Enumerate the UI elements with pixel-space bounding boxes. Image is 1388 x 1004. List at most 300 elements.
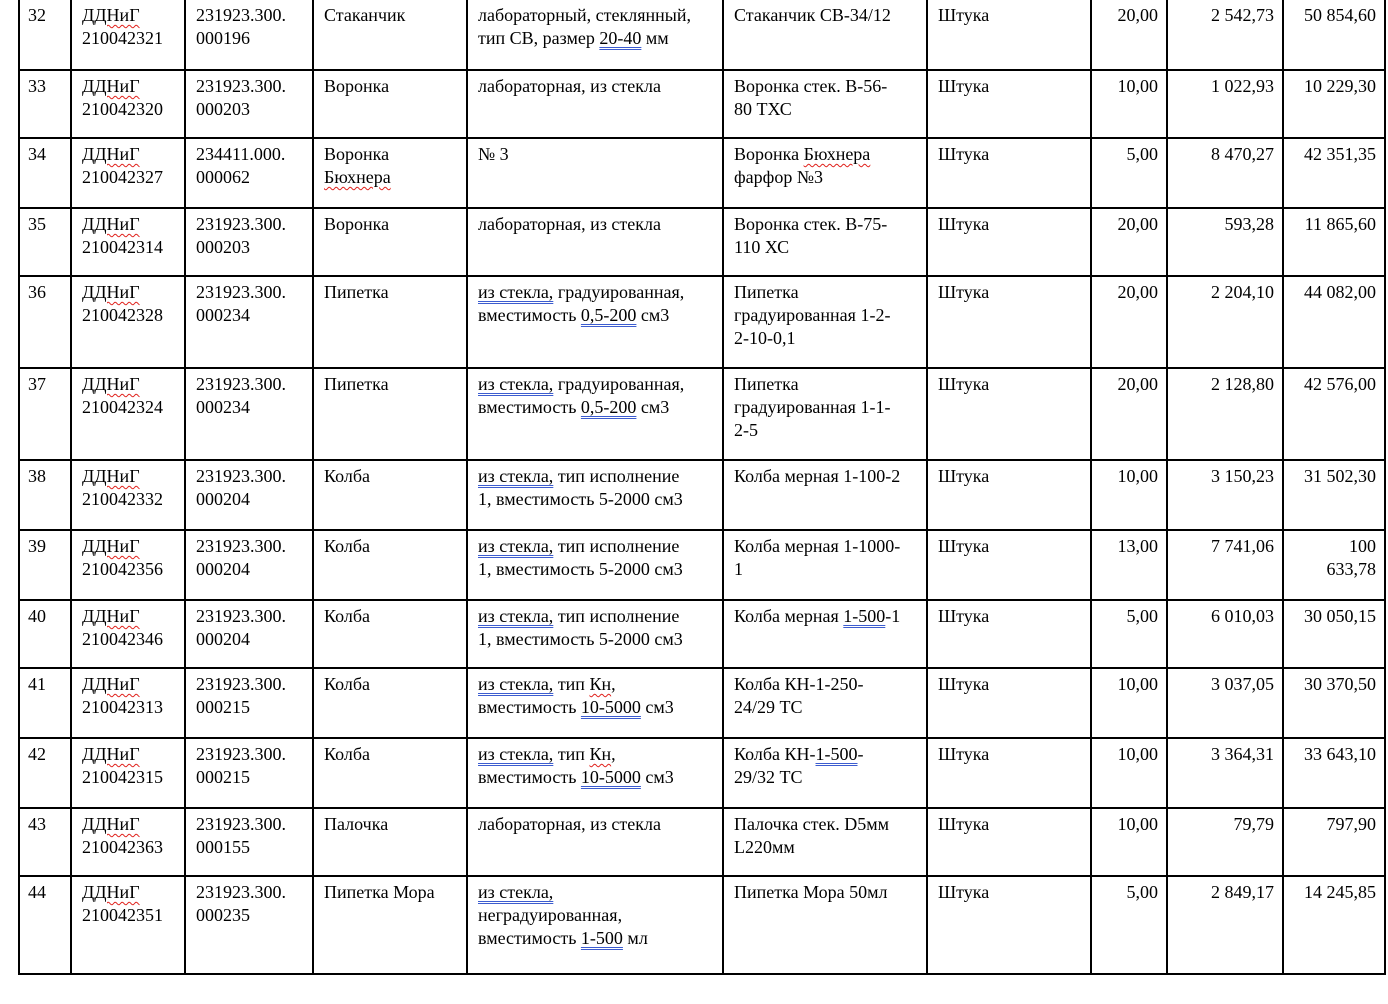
supplier-cell-line: ДДНиГ: [82, 282, 140, 302]
spec-cell: [723, 138, 927, 208]
supplier-cell-line: 210042327: [82, 167, 163, 187]
name-cell-line: Пипетка Мора: [324, 882, 435, 902]
total-cell-line: 633,78: [1326, 559, 1376, 579]
price-cell: [1167, 276, 1283, 368]
description-cell: [467, 208, 723, 276]
spec-cell-line: 2-10-0,1: [734, 328, 796, 348]
total-cell-line: 30 050,15: [1304, 606, 1376, 626]
quantity-cell-line: 10,00: [1117, 76, 1158, 96]
code-cell-line: 231923.300.: [196, 674, 286, 694]
description-cell-line: из стекла, градуированная,: [478, 282, 685, 302]
quantity-cell: [1091, 808, 1167, 876]
quantity-cell: [1091, 0, 1167, 70]
name-cell: [313, 530, 467, 600]
description-cell-line: лабораторная, из стекла: [478, 76, 661, 96]
quantity-cell: [1091, 276, 1167, 368]
quantity-cell-line: 5,00: [1126, 144, 1158, 164]
code-cell-line: 000062: [196, 167, 250, 187]
table-row: [19, 138, 1385, 208]
name-cell: [313, 368, 467, 460]
code-cell-line: 231923.300.: [196, 744, 286, 764]
name-cell-line: Воронка: [324, 214, 390, 234]
row-number-line: 32: [28, 5, 46, 25]
name-cell-line: Стаканчик: [324, 5, 406, 25]
total-cell: [1283, 70, 1385, 138]
price-cell: [1167, 70, 1283, 138]
row-number-line: 33: [28, 76, 46, 96]
spec-cell-line: Палочка стек. D5мм: [734, 814, 890, 834]
spec-cell: [723, 0, 927, 70]
unit-cell: [927, 276, 1091, 368]
unit-cell-line: Штука: [938, 466, 990, 486]
description-cell: [467, 876, 723, 974]
row-number-line: 36: [28, 282, 46, 302]
supplier-cell-line: ДДНиГ: [82, 744, 140, 764]
unit-cell-line: Штука: [938, 606, 990, 626]
name-cell-line: Пипетка: [324, 282, 389, 302]
price-cell: [1167, 738, 1283, 808]
row-number-line: 35: [28, 214, 46, 234]
supplier-cell-line: ДДНиГ: [82, 5, 140, 25]
total-cell-line: 30 370,50: [1304, 674, 1376, 694]
quantity-cell-line: 5,00: [1126, 882, 1158, 902]
total-cell-line: 42 576,00: [1304, 374, 1376, 394]
row-number-line: 44: [28, 882, 46, 902]
price-cell-line: 2 204,10: [1211, 282, 1274, 302]
price-cell: [1167, 876, 1283, 974]
spec-cell-line: 80 ТХС: [734, 99, 792, 119]
row-number-line: 41: [28, 674, 46, 694]
supplier-cell: [71, 808, 185, 876]
name-cell: [313, 668, 467, 738]
table-row: [19, 208, 1385, 276]
code-cell-line: 000196: [196, 28, 250, 48]
supplier-cell-line: 210042356: [82, 559, 163, 579]
description-cell: [467, 138, 723, 208]
supplier-cell: [71, 208, 185, 276]
quantity-cell: [1091, 70, 1167, 138]
description-cell-line: 1, вместимость 5-2000 см3: [478, 559, 683, 579]
name-cell-line: Пипетка: [324, 374, 389, 394]
total-cell: [1283, 876, 1385, 974]
code-cell-line: 000215: [196, 697, 250, 717]
description-cell: [467, 600, 723, 668]
table-row: [19, 368, 1385, 460]
name-cell-line: Колба: [324, 674, 371, 694]
description-cell: [467, 70, 723, 138]
name-cell-line: Воронка: [324, 144, 390, 164]
total-cell-line: 797,90: [1326, 814, 1376, 834]
table-row: [19, 668, 1385, 738]
unit-cell: [927, 738, 1091, 808]
quantity-cell-line: 20,00: [1117, 5, 1158, 25]
row-number: [19, 808, 71, 876]
code-cell: [185, 738, 313, 808]
supplier-cell-line: 210042351: [82, 905, 163, 925]
unit-cell: [927, 600, 1091, 668]
code-cell-line: 231923.300.: [196, 76, 286, 96]
description-cell-line: тип СВ, размер 20-40 мм: [478, 28, 669, 48]
spec-cell: [723, 208, 927, 276]
code-cell-line: 000234: [196, 397, 250, 417]
unit-cell: [927, 70, 1091, 138]
spec-cell-line: Колба КН-1-500-: [734, 744, 864, 764]
description-cell: [467, 368, 723, 460]
price-cell-line: 3 037,05: [1211, 674, 1274, 694]
quantity-cell: [1091, 738, 1167, 808]
spec-cell: [723, 738, 927, 808]
quantity-cell-line: 10,00: [1117, 744, 1158, 764]
price-cell: [1167, 530, 1283, 600]
unit-cell-line: Штука: [938, 76, 990, 96]
row-number-line: 34: [28, 144, 46, 164]
quantity-cell: [1091, 530, 1167, 600]
row-number: [19, 208, 71, 276]
price-cell: [1167, 0, 1283, 70]
spec-cell: [723, 600, 927, 668]
price-cell: [1167, 208, 1283, 276]
total-cell-line: 33 643,10: [1304, 744, 1376, 764]
name-cell: [313, 70, 467, 138]
supplier-cell: [71, 138, 185, 208]
row-number: [19, 460, 71, 530]
supplier-cell: [71, 0, 185, 70]
quantity-cell: [1091, 208, 1167, 276]
spec-cell-line: 1: [734, 559, 743, 579]
unit-cell-line: Штука: [938, 282, 990, 302]
name-cell-line: Колба: [324, 606, 371, 626]
spec-cell-line: Воронка стек. В-75-: [734, 214, 888, 234]
description-cell: [467, 808, 723, 876]
spec-cell-line: Пипетка Мора 50мл: [734, 882, 888, 902]
supplier-cell-line: 210042320: [82, 99, 163, 119]
supplier-cell: [71, 368, 185, 460]
row-number-line: 40: [28, 606, 46, 626]
code-cell-line: 000203: [196, 99, 250, 119]
spec-cell-line: градуированная 1-1-: [734, 397, 891, 417]
code-cell-line: 231923.300.: [196, 814, 286, 834]
quantity-cell-line: 10,00: [1117, 466, 1158, 486]
supplier-cell-line: 210042313: [82, 697, 163, 717]
unit-cell: [927, 876, 1091, 974]
name-cell: [313, 460, 467, 530]
supplier-cell-line: 210042314: [82, 237, 163, 257]
supplier-cell-line: 210042321: [82, 28, 163, 48]
code-cell-line: 231923.300.: [196, 536, 286, 556]
row-number-line: 43: [28, 814, 46, 834]
code-cell-line: 231923.300.: [196, 374, 286, 394]
description-cell-line: из стекла, тип исполнение: [478, 536, 680, 556]
description-cell-line: лабораторная, из стекла: [478, 814, 661, 834]
supplier-cell-line: 210042332: [82, 489, 163, 509]
description-cell: [467, 668, 723, 738]
code-cell: [185, 876, 313, 974]
total-cell: [1283, 0, 1385, 70]
description-cell: [467, 738, 723, 808]
description-cell-line: 1, вместимость 5-2000 см3: [478, 629, 683, 649]
code-cell: [185, 808, 313, 876]
code-cell-line: 231923.300.: [196, 5, 286, 25]
description-cell-line: вместимость 10-5000 см3: [478, 767, 674, 787]
price-cell: [1167, 138, 1283, 208]
supplier-cell-line: 210042363: [82, 837, 163, 857]
spec-cell-line: 2-5: [734, 420, 758, 440]
quantity-cell-line: 10,00: [1117, 674, 1158, 694]
total-cell-line: 31 502,30: [1304, 466, 1376, 486]
total-cell: [1283, 668, 1385, 738]
quantity-cell-line: 20,00: [1117, 214, 1158, 234]
supplier-cell-line: 210042328: [82, 305, 163, 325]
supplier-cell-line: ДДНиГ: [82, 674, 140, 694]
code-cell: [185, 276, 313, 368]
spec-cell-line: Колба КН-1-250-: [734, 674, 864, 694]
description-cell-line: из стекла, градуированная,: [478, 374, 685, 394]
price-cell-line: 2 849,17: [1211, 882, 1274, 902]
supplier-cell-line: ДДНиГ: [82, 466, 140, 486]
spec-cell: [723, 808, 927, 876]
row-number: [19, 0, 71, 70]
row-number: [19, 876, 71, 974]
code-cell-line: 000155: [196, 837, 250, 857]
supplier-cell: [71, 876, 185, 974]
quantity-cell: [1091, 876, 1167, 974]
name-cell-line: Воронка: [324, 76, 390, 96]
supplier-cell: [71, 70, 185, 138]
price-cell-line: 7 741,06: [1211, 536, 1274, 556]
spec-cell-line: Колба мерная 1-1000-: [734, 536, 901, 556]
code-cell-line: 000203: [196, 237, 250, 257]
table-row: [19, 738, 1385, 808]
price-cell: [1167, 668, 1283, 738]
price-cell-line: 2 128,80: [1211, 374, 1274, 394]
row-number-line: 42: [28, 744, 46, 764]
total-cell: [1283, 138, 1385, 208]
spec-cell-line: Воронка стек. В-56-: [734, 76, 888, 96]
spec-cell-line: Стаканчик СВ-34/12: [734, 5, 891, 25]
name-cell: [313, 208, 467, 276]
description-cell-line: 1, вместимость 5-2000 см3: [478, 489, 683, 509]
total-cell: [1283, 460, 1385, 530]
price-cell-line: 593,28: [1224, 214, 1274, 234]
total-cell: [1283, 600, 1385, 668]
quantity-cell: [1091, 460, 1167, 530]
code-cell: [185, 0, 313, 70]
table-row: [19, 0, 1385, 70]
description-cell-line: неградуированная,: [478, 905, 623, 925]
price-cell-line: 6 010,03: [1211, 606, 1274, 626]
table-row: [19, 70, 1385, 138]
description-cell-line: из стекла, тип Кн,: [478, 674, 616, 694]
name-cell: [313, 600, 467, 668]
total-cell-line: 14 245,85: [1304, 882, 1376, 902]
description-cell-line: лабораторная, из стекла: [478, 214, 661, 234]
price-cell: [1167, 368, 1283, 460]
supplier-cell-line: ДДНиГ: [82, 882, 140, 902]
supplier-cell-line: 210042346: [82, 629, 163, 649]
quantity-cell: [1091, 138, 1167, 208]
supplier-cell-line: ДДНиГ: [82, 374, 140, 394]
spec-cell-line: градуированная 1-2-: [734, 305, 891, 325]
total-cell: [1283, 368, 1385, 460]
unit-cell-line: Штука: [938, 674, 990, 694]
code-cell: [185, 530, 313, 600]
total-cell: [1283, 808, 1385, 876]
name-cell-line: Колба: [324, 466, 371, 486]
supplier-cell-line: ДДНиГ: [82, 144, 140, 164]
unit-cell: [927, 208, 1091, 276]
total-cell-line: 44 082,00: [1304, 282, 1376, 302]
price-cell-line: 79,79: [1233, 814, 1274, 834]
total-cell: [1283, 530, 1385, 600]
description-cell-line: из стекла,: [478, 882, 554, 902]
spec-cell-line: 29/32 ТС: [734, 767, 803, 787]
description-cell: [467, 460, 723, 530]
name-cell: [313, 0, 467, 70]
row-number: [19, 70, 71, 138]
unit-cell: [927, 808, 1091, 876]
spec-cell: [723, 668, 927, 738]
supplier-cell: [71, 530, 185, 600]
table-row: [19, 876, 1385, 974]
spec-cell-line: Воронка Бюхнера: [734, 144, 871, 164]
supplier-cell: [71, 668, 185, 738]
supplier-cell-line: ДДНиГ: [82, 76, 140, 96]
code-cell-line: 000204: [196, 629, 250, 649]
spec-cell: [723, 368, 927, 460]
spec-cell-line: Пипетка: [734, 374, 799, 394]
spec-cell-line: 24/29 ТС: [734, 697, 803, 717]
code-cell-line: 231923.300.: [196, 282, 286, 302]
supplier-cell-line: ДДНиГ: [82, 536, 140, 556]
unit-cell: [927, 668, 1091, 738]
row-number: [19, 276, 71, 368]
row-number: [19, 600, 71, 668]
total-cell-line: 10 229,30: [1304, 76, 1376, 96]
code-cell: [185, 368, 313, 460]
name-cell: [313, 808, 467, 876]
quantity-cell-line: 5,00: [1126, 606, 1158, 626]
row-number-line: 37: [28, 374, 46, 394]
code-cell: [185, 460, 313, 530]
spec-cell-line: фарфор №3: [734, 167, 823, 187]
price-cell-line: 8 470,27: [1211, 144, 1274, 164]
unit-cell-line: Штука: [938, 5, 990, 25]
code-cell-line: 231923.300.: [196, 466, 286, 486]
description-cell: [467, 276, 723, 368]
quantity-cell: [1091, 368, 1167, 460]
supplier-cell-line: 210042315: [82, 767, 163, 787]
price-cell-line: 1 022,93: [1211, 76, 1274, 96]
description-cell-line: из стекла, тип исполнение: [478, 466, 680, 486]
description-cell-line: вместимость 10-5000 см3: [478, 697, 674, 717]
row-number: [19, 368, 71, 460]
total-cell-line: 42 351,35: [1304, 144, 1376, 164]
name-cell-line: Колба: [324, 744, 371, 764]
code-cell: [185, 138, 313, 208]
unit-cell-line: Штука: [938, 374, 990, 394]
price-cell-line: 3 364,31: [1211, 744, 1274, 764]
spec-cell-line: 110 ХС: [734, 237, 790, 257]
description-cell-line: вместимость 0,5-200 см3: [478, 305, 670, 325]
unit-cell: [927, 0, 1091, 70]
description-cell-line: вместимость 0,5-200 см3: [478, 397, 670, 417]
row-number: [19, 530, 71, 600]
code-cell-line: 000204: [196, 489, 250, 509]
code-cell-line: 231923.300.: [196, 606, 286, 626]
unit-cell: [927, 530, 1091, 600]
code-cell-line: 234411.000.: [196, 144, 286, 164]
quantity-cell-line: 20,00: [1117, 374, 1158, 394]
quantity-cell-line: 13,00: [1117, 536, 1158, 556]
total-cell-line: 11 865,60: [1304, 214, 1376, 234]
unit-cell-line: Штука: [938, 536, 990, 556]
code-cell-line: 231923.300.: [196, 882, 286, 902]
unit-cell-line: Штука: [938, 882, 990, 902]
supplier-cell: [71, 276, 185, 368]
code-cell-line: 231923.300.: [196, 214, 286, 234]
total-cell: [1283, 276, 1385, 368]
total-cell-line: 50 854,60: [1304, 5, 1376, 25]
table-row: [19, 600, 1385, 668]
unit-cell: [927, 138, 1091, 208]
price-cell: [1167, 808, 1283, 876]
description-cell-line: из стекла, тип Кн,: [478, 744, 616, 764]
price-cell: [1167, 460, 1283, 530]
code-cell: [185, 600, 313, 668]
code-cell-line: 000204: [196, 559, 250, 579]
table-row: [19, 460, 1385, 530]
description-cell-line: вместимость 1-500 мл: [478, 928, 648, 948]
row-number-line: 38: [28, 466, 46, 486]
supplier-cell-line: ДДНиГ: [82, 606, 140, 626]
supplier-cell-line: 210042324: [82, 397, 163, 417]
code-cell: [185, 668, 313, 738]
table-row: [19, 276, 1385, 368]
name-cell: [313, 138, 467, 208]
unit-cell: [927, 460, 1091, 530]
price-cell: [1167, 600, 1283, 668]
quantity-cell: [1091, 668, 1167, 738]
quantity-cell-line: 10,00: [1117, 814, 1158, 834]
spec-cell-line: L220мм: [734, 837, 795, 857]
quantity-cell-line: 20,00: [1117, 282, 1158, 302]
supplier-cell: [71, 600, 185, 668]
name-cell: [313, 276, 467, 368]
supplier-cell-line: ДДНиГ: [82, 814, 140, 834]
quantity-cell: [1091, 600, 1167, 668]
unit-cell-line: Штука: [938, 744, 990, 764]
name-cell: [313, 738, 467, 808]
row-number: [19, 138, 71, 208]
supplier-cell-line: ДДНиГ: [82, 214, 140, 234]
spec-cell-line: Колба мерная 1-100-2: [734, 466, 901, 486]
price-cell-line: 3 150,23: [1211, 466, 1274, 486]
supplier-cell: [71, 460, 185, 530]
description-cell: [467, 0, 723, 70]
code-cell: [185, 208, 313, 276]
row-number: [19, 738, 71, 808]
spec-cell: [723, 530, 927, 600]
table-row: [19, 808, 1385, 876]
spec-cell: [723, 276, 927, 368]
items-table: [18, 0, 1386, 975]
table-row: [19, 530, 1385, 600]
description-cell-line: из стекла, тип исполнение: [478, 606, 680, 626]
unit-cell: [927, 368, 1091, 460]
row-number: [19, 668, 71, 738]
code-cell-line: 000215: [196, 767, 250, 787]
name-cell-line: Палочка: [324, 814, 389, 834]
